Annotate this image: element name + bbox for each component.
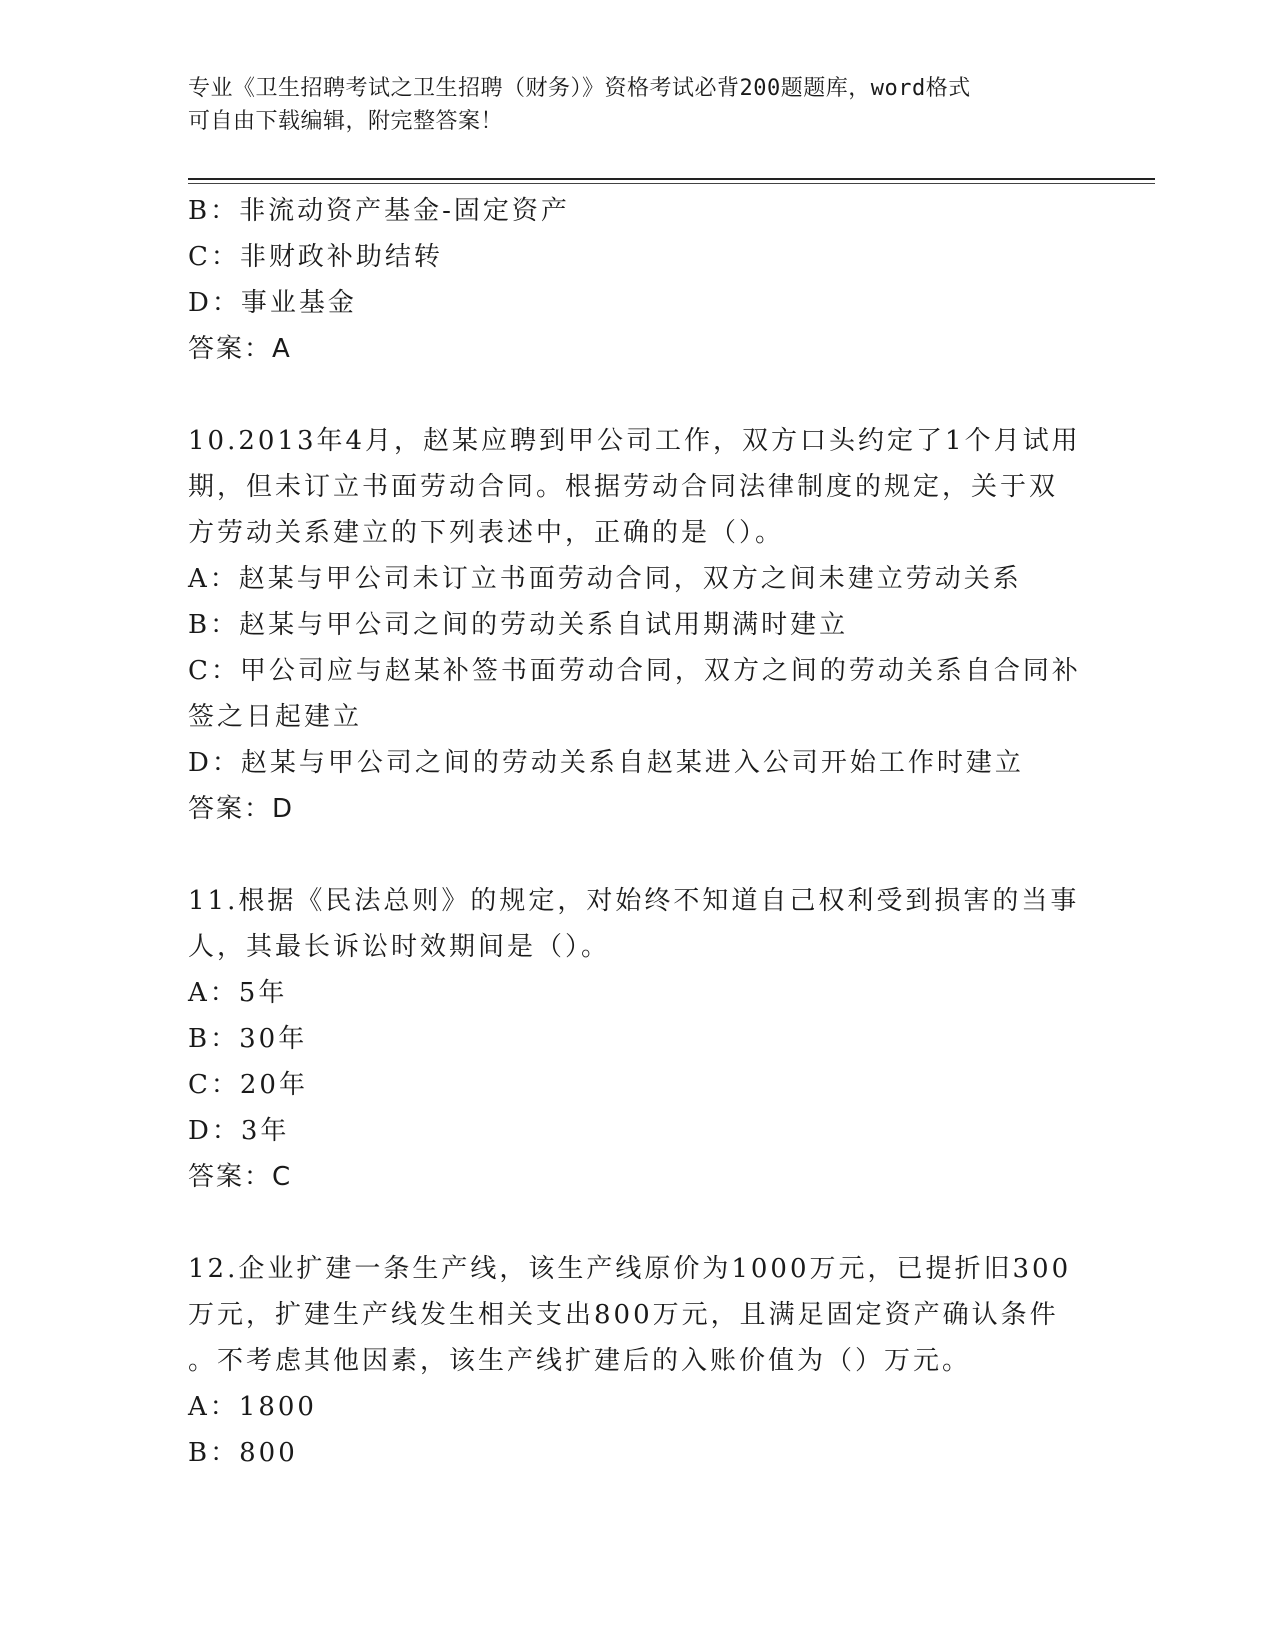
option-c: C：非财政补助结转 bbox=[188, 242, 443, 272]
option-c-continued: 签之日起建立 bbox=[188, 702, 363, 732]
question-stem-line: 期，但未订立书面劳动合同。根据劳动合同法律制度的规定，关于双 bbox=[188, 472, 1059, 502]
option-c: C：甲公司应与赵某补签书面劳动合同，双方之间的劳动关系自合同补 bbox=[188, 656, 1081, 686]
option-b: B：赵某与甲公司之间的劳动关系自试用期满时建立 bbox=[188, 610, 849, 640]
question-content bbox=[188, 188, 1088, 1476]
question-stem-line: 10.2013年4月，赵某应聘到甲公司工作，双方口头约定了1个月试用 bbox=[188, 426, 1081, 456]
header-divider-thick bbox=[188, 178, 1155, 180]
spacer bbox=[188, 832, 1088, 878]
header-divider-thin bbox=[188, 183, 1155, 184]
option-a: A：5年 bbox=[188, 978, 288, 1008]
answer-line: 答案：C bbox=[188, 1162, 293, 1192]
option-b: B：非流动资产基金-固定资产 bbox=[188, 196, 570, 226]
question-stem-line: 人，其最长诉讼时效期间是（）。 bbox=[188, 932, 611, 962]
question-12 bbox=[188, 1246, 1088, 1476]
question-stem-line: 万元，扩建生产线发生相关支出800万元，且满足固定资产确认条件 bbox=[188, 1300, 1059, 1330]
answer-line: 答案：A bbox=[188, 334, 292, 364]
option-a: A：赵某与甲公司未订立书面劳动合同，双方之间未建立劳动关系 bbox=[188, 564, 1022, 594]
option-b: B：800 bbox=[188, 1438, 298, 1468]
question-9-continued bbox=[188, 188, 1088, 372]
option-b: B：30年 bbox=[188, 1024, 308, 1054]
question-stem-line: 12.企业扩建一条生产线，该生产线原价为1000万元，已提折旧300 bbox=[188, 1254, 1072, 1284]
option-c: C：20年 bbox=[188, 1070, 308, 1100]
header-title-line-1: 专业《卫生招聘考试之卫生招聘（财务）》资格考试必背200题题库，word格式 bbox=[188, 76, 971, 101]
option-d: D：事业基金 bbox=[188, 288, 357, 318]
question-10 bbox=[188, 418, 1088, 832]
option-d: D：3年 bbox=[188, 1116, 290, 1146]
question-stem-line: 。不考虑其他因素，该生产线扩建后的入账价值为（）万元。 bbox=[188, 1346, 972, 1376]
spacer bbox=[188, 372, 1088, 418]
question-11 bbox=[188, 878, 1088, 1200]
option-a: A：1800 bbox=[188, 1392, 317, 1422]
answer-line: 答案：D bbox=[188, 794, 295, 824]
question-stem-line: 方劳动关系建立的下列表述中，正确的是（）。 bbox=[188, 518, 785, 548]
question-stem-line: 11.根据《民法总则》的规定，对始终不知道自己权利受到损害的当事 bbox=[188, 886, 1080, 916]
option-d: D：赵某与甲公司之间的劳动关系自赵某进入公司开始工作时建立 bbox=[188, 748, 1024, 778]
spacer bbox=[188, 1200, 1088, 1246]
document-header bbox=[188, 72, 1088, 138]
header-title-line-2: 可自由下载编辑，附完整答案！ bbox=[188, 109, 504, 134]
